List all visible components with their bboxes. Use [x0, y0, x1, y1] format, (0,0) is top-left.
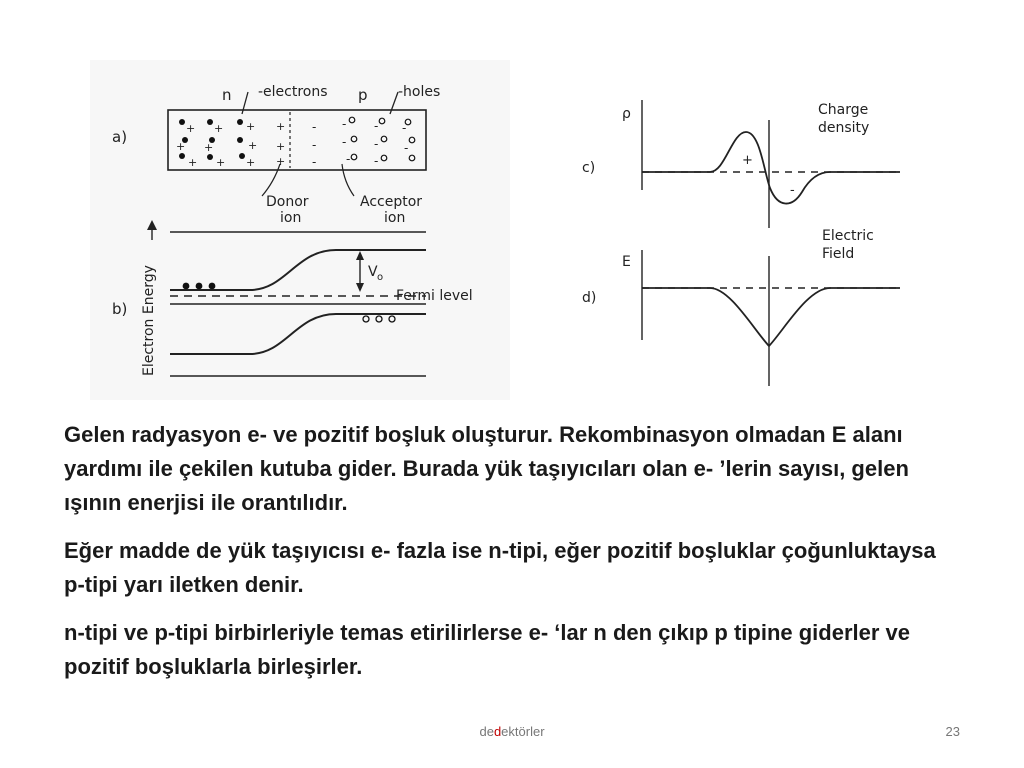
axis-e: E [622, 254, 631, 270]
svg-text:-: - [312, 138, 317, 152]
body-text [64, 418, 944, 698]
label-acceptor-2: ion [384, 210, 406, 226]
svg-text:+: + [204, 141, 214, 154]
svg-text:+: + [276, 140, 286, 153]
footer-title-pre: de [479, 724, 494, 739]
svg-text:-: - [312, 155, 317, 169]
svg-text:-: - [312, 120, 317, 134]
minus-sign: - [790, 183, 795, 198]
svg-text:-: - [402, 121, 407, 135]
paragraph-3: n-tipi ve p-tipi birbirleriyle temas etirilirlerse e- ‘lar n den çıkıp p tipine giderler ve pozitif boşluklarla birleşirler. [64, 620, 911, 679]
charge-field-figure [560, 80, 920, 400]
footer-title [0, 724, 1024, 739]
label-v0: V [368, 264, 378, 280]
label-donor-2: ion [280, 210, 302, 226]
label-donor-1: Donor [266, 194, 309, 210]
svg-text:+: + [246, 156, 256, 169]
charge-density-curve [642, 132, 900, 204]
label-holes: -holes [398, 84, 441, 100]
svg-text:-: - [374, 119, 379, 133]
paragraph-1: Gelen radyasyon e- ve pozitif boşluk oluşturur. Rekombinasyon olmadan E alanı yardımı ile çekilen kutuba gider. Burada yük taşıyıcıları olan e- ’lerin sayısı, gelen ışının enerjisi ile orantılıdır. [64, 422, 909, 515]
svg-text:+: + [276, 155, 286, 168]
svg-text:+: + [248, 139, 258, 152]
svg-text:+: + [176, 140, 186, 153]
svg-text:-: - [374, 137, 379, 151]
svg-text:-: - [342, 117, 347, 131]
label-fermi: Fermi level [396, 288, 473, 304]
label-n: n [222, 86, 232, 104]
label-field-2: Field [822, 246, 855, 262]
svg-text:-: - [342, 135, 347, 149]
plus-sign: + [742, 153, 753, 168]
label-charge-1: Charge [818, 102, 869, 118]
label-acceptor-1: Acceptor [360, 194, 423, 210]
svg-text:-: - [374, 154, 379, 168]
label-c: c) [582, 160, 596, 176]
label-p: p [358, 86, 368, 104]
label-electrons: -electrons [258, 84, 328, 100]
electric-field-curve [642, 288, 900, 346]
label-a: a) [112, 128, 128, 146]
paragraph-2: Eğer madde de yük taşıyıcısı e- fazla ise n-tipi, eğer pozitif boşluklar çoğunluktaysa p-tipi yarı iletken denir. [64, 538, 936, 597]
svg-text:+: + [216, 156, 226, 169]
label-d: d) [582, 290, 597, 306]
svg-text:+: + [246, 120, 256, 133]
footer-title-accent: d [493, 724, 502, 739]
axis-electron-energy: Electron Energy [141, 265, 157, 376]
svg-text:+: + [188, 156, 198, 169]
footer-title-post: ektörler [501, 724, 545, 739]
label-v0-sub: o [377, 272, 384, 283]
svg-text:-: - [346, 152, 351, 166]
pn-junction-figure [90, 60, 510, 400]
svg-text:-: - [404, 141, 409, 155]
label-b: b) [112, 300, 128, 318]
svg-text:+: + [214, 122, 224, 135]
page-number: 23 [945, 724, 960, 739]
label-charge-2: density [818, 120, 870, 136]
svg-text:+: + [186, 122, 196, 135]
axis-rho: ρ [622, 106, 631, 122]
label-field-1: Electric [822, 228, 874, 244]
svg-text:+: + [276, 120, 286, 133]
